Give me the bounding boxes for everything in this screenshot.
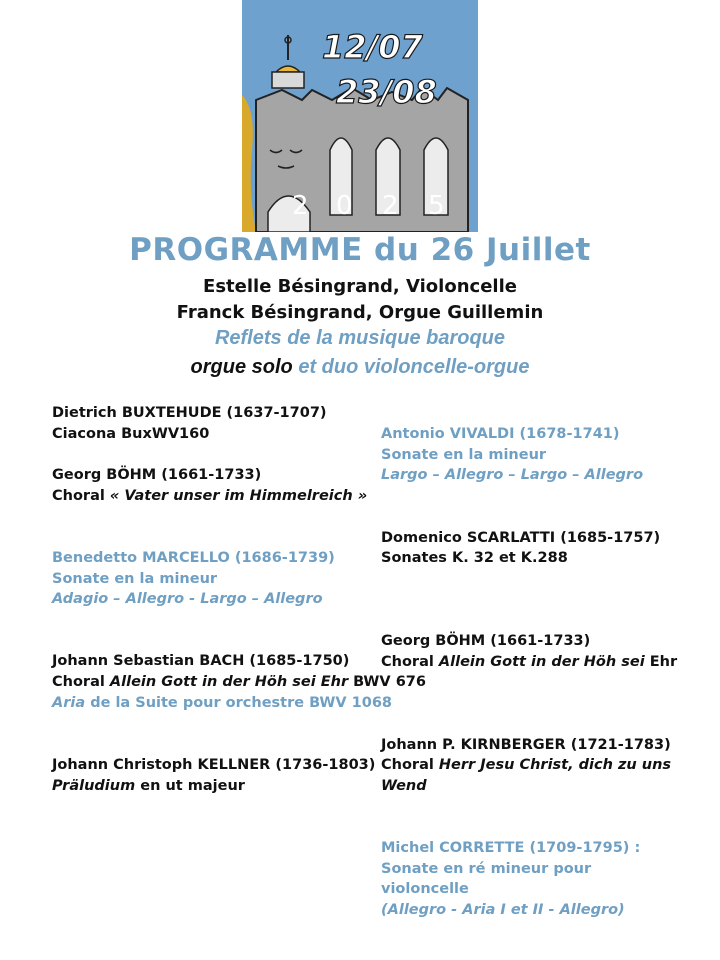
work: Sonates K. 32 et K.288: [381, 550, 568, 567]
composer: Antonio VIVALDI (1678-1741): [381, 426, 620, 442]
poster-date-start: 12/07: [322, 28, 423, 66]
performer-cello: Estelle Bésingrand, Violoncelle: [203, 276, 517, 297]
composer: Domenico SCARLATTI (1685-1757): [381, 529, 661, 546]
concert-format: [0, 356, 720, 379]
concert-theme: Reflets de la musique baroque: [214, 327, 506, 349]
performer-organ: Franck Bésingrand, Orgue Guillemin: [176, 302, 544, 323]
poster-year-digit: 5: [428, 191, 445, 221]
composer: Johann Sebastian BACH (1685-1750): [52, 653, 350, 670]
page-title: PROGRAMME du 26 Juillet: [129, 232, 591, 268]
right-program-column: [381, 424, 677, 921]
composer: Georg BÖHM (1661-1733): [381, 633, 591, 650]
poster-year-digit: 0: [336, 191, 353, 221]
left-program-column: [52, 403, 426, 796]
format-duo: et duo violoncelle-orgue: [298, 356, 530, 378]
composer: Johann P. KIRNBERGER (1721-1783): [381, 736, 671, 753]
poster-illustration: [242, 0, 478, 232]
composer: Benedetto MARCELLO (1686-1739): [52, 549, 335, 566]
composer: Dietrich BUXTEHUDE (1637-1707): [52, 405, 327, 421]
format-solo: orgue solo: [190, 356, 293, 378]
composer: Michel CORRETTE (1709-1795) :: [381, 840, 641, 857]
work: Choral Allein Gott in der Höh sei Ehr: [381, 653, 678, 670]
poster-year-digit: 2: [382, 191, 399, 221]
festival-poster: [242, 0, 478, 232]
work: Sonate en la mineur: [52, 570, 218, 587]
work-aria: Aria de la Suite pour orchestre BWV 1068: [52, 694, 393, 711]
work: Choral « Vater unser im Himmelreich »: [52, 487, 368, 504]
work-continued: violoncelle: [381, 881, 469, 898]
work: Ciacona BuxWV160: [52, 425, 210, 442]
work-continued: Wend: [381, 777, 427, 794]
movements: Adagio – Allegro - Largo – Allegro: [52, 591, 323, 608]
work: Choral Allein Gott in der Höh sei Ehr BWV 676: [52, 674, 426, 691]
composer: Johann Christoph KELLNER (1736-1803): [52, 756, 376, 773]
work: Sonate en la mineur: [381, 446, 547, 463]
poster-date-end: 23/08: [336, 73, 437, 111]
work: Sonate en ré mineur pour: [381, 860, 592, 877]
work: Choral Herr Jesu Christ, dich zu uns: [381, 757, 672, 774]
movements: (Allegro - Aria I et II - Allegro): [381, 902, 625, 919]
work: Präludium en ut majeur: [52, 777, 245, 794]
movements: Largo – Allegro – Largo – Allegro: [381, 467, 644, 484]
composer: Georg BÖHM (1661-1733): [52, 467, 262, 484]
poster-year-digit: 2: [292, 191, 309, 221]
